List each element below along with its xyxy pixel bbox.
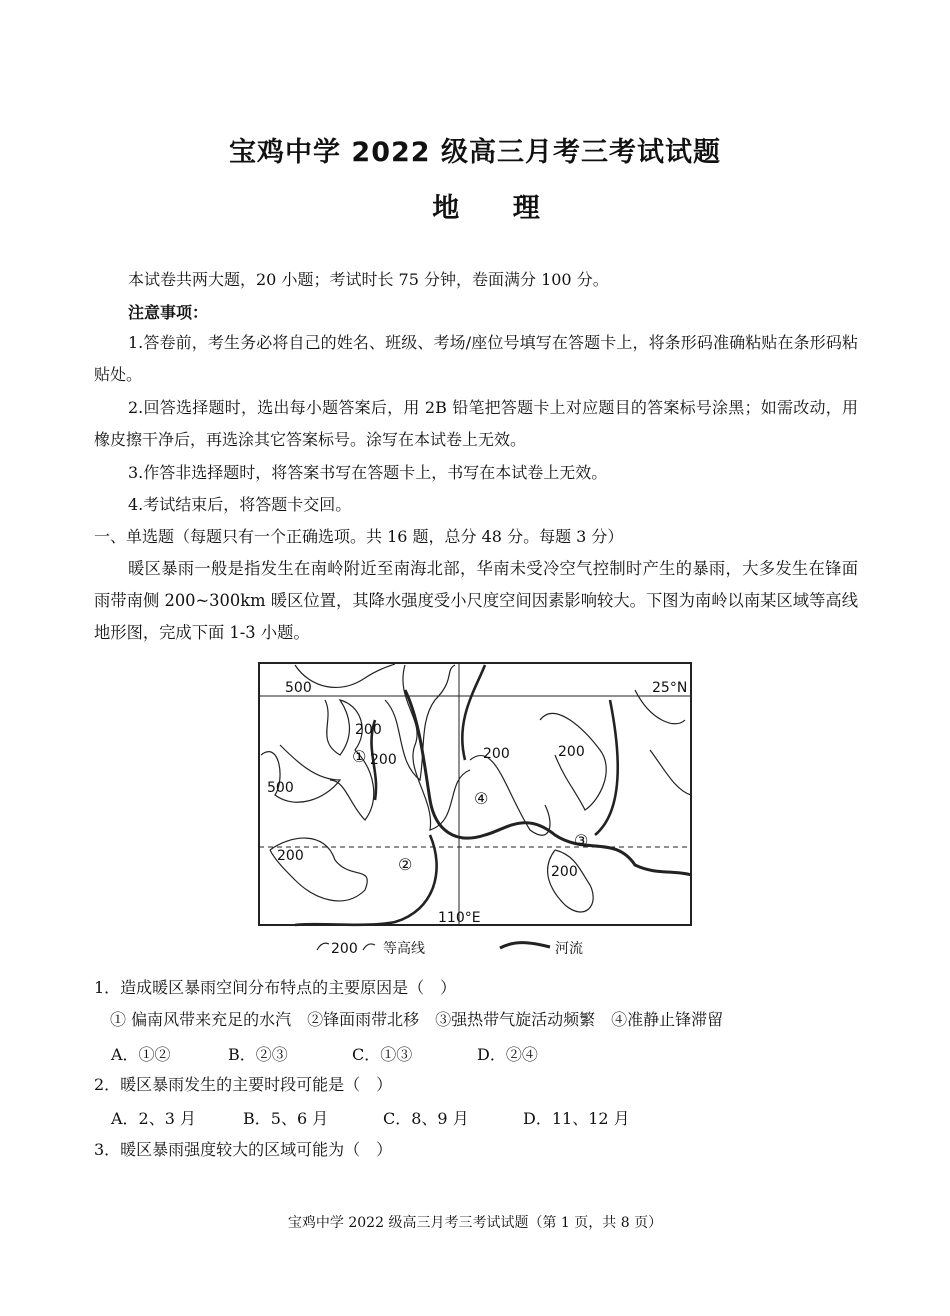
contour-map xyxy=(255,660,697,960)
q2-option-c[interactable]: C．8、9 月 xyxy=(383,1109,469,1128)
label-200-c: 200 xyxy=(483,746,510,762)
point-1: ① xyxy=(352,747,367,766)
river-south xyxy=(295,835,437,925)
q2-option-b[interactable]: B．5、6 月 xyxy=(243,1109,329,1128)
label-longitude: 110°E xyxy=(438,910,481,926)
legend-contour-tail xyxy=(363,944,375,950)
contour-200-b xyxy=(403,665,470,830)
label-latitude: 25°N xyxy=(652,680,688,696)
q1-option-c[interactable]: C．①③ xyxy=(352,1045,413,1064)
notice-heading: 注意事项： xyxy=(128,303,209,322)
legend-contour-value: 200 xyxy=(331,941,358,957)
question-3-stem: 3．暖区暴雨强度较大的区域可能为（ ） xyxy=(94,1140,393,1159)
question-1-stem: 1．造成暖区暴雨空间分布特点的主要原因是（ ） xyxy=(94,978,457,997)
label-200-f: 200 xyxy=(277,848,304,864)
q1-option-a[interactable]: A．①② xyxy=(111,1045,171,1064)
reading-passage: 暖区暴雨一般是指发生在南岭附近至南海北部，华南未受冷空气控制时产生的暴雨，大多发生在锋面雨带南侧 200~300km 暖区位置，其降水强度受小尺度空间因素影响较大。下图为南岭以南某区域等高线地形图，完成下面 1-3 小题。 xyxy=(94,559,858,642)
notice-1: 1.答卷前，考生务必将自己的姓名、班级、考场/座位号填写在答题卡上，将条形码准确粘贴在条形码粘贴处。 xyxy=(94,333,858,384)
section-heading: 一、单选题（每题只有一个正确选项。共 16 题，总分 48 分。每题 3 分） xyxy=(94,527,624,546)
q1-option-d[interactable]: D．②④ xyxy=(477,1045,538,1064)
notice-3: 3.作答非选择题时，将答案书写在答题卡上，书写在本试卷上无效。 xyxy=(128,463,608,482)
river-north xyxy=(462,665,485,760)
contour-200-east xyxy=(635,690,691,795)
point-4: ④ xyxy=(474,789,489,808)
legend-river-label: 河流 xyxy=(555,941,583,957)
question-1-statements: ① 偏南风带来充足的水汽 ②锋面雨带北移 ③强热带气旋活动频繁 ④准静止锋滞留 xyxy=(110,1010,724,1029)
label-200-e: 200 xyxy=(551,864,578,880)
page-footer: 宝鸡中学 2022 级高三月考三考试试题（第 1 页，共 8 页） xyxy=(287,1215,663,1231)
label-200-b: 200 xyxy=(370,752,397,768)
legend-contour-icon xyxy=(317,943,329,950)
q2-option-a[interactable]: A．2、3 月 xyxy=(111,1109,197,1128)
subject-title: 地 理 xyxy=(432,193,562,224)
question-2-stem: 2．暖区暴雨发生的主要时段可能是（ ） xyxy=(94,1075,393,1094)
point-3: ③ xyxy=(574,831,589,850)
label-500-west: 500 xyxy=(267,780,294,796)
legend-contour-label: 等高线 xyxy=(383,941,425,957)
notice-4: 4.考试结束后，将答题卡交回。 xyxy=(128,495,352,514)
exam-title: 宝鸡中学 2022 级高三月考三考试试题 xyxy=(229,137,721,168)
point-2: ② xyxy=(398,855,413,874)
exam-intro: 本试卷共两大题，20 小题；考试时长 75 分钟，卷面满分 100 分。 xyxy=(128,270,609,289)
label-500-north: 500 xyxy=(285,680,312,696)
contour-200-e xyxy=(548,850,594,912)
contour-200-a xyxy=(325,700,374,820)
contour-200-d xyxy=(540,713,606,810)
label-200-d: 200 xyxy=(558,744,585,760)
q2-option-d[interactable]: D．11、12 月 xyxy=(523,1109,630,1128)
q1-option-b[interactable]: B．②③ xyxy=(228,1045,288,1064)
notice-2: 2.回答选择题时，选出每小题答案后，用 2B 铅笔把答题卡上对应题目的答案标号涂黑；如需改动，用橡皮擦干净后，再选涂其它答案标号。涂写在本试卷上无效。 xyxy=(94,398,858,449)
legend-river-icon xyxy=(500,943,550,948)
label-200-a: 200 xyxy=(355,722,382,738)
